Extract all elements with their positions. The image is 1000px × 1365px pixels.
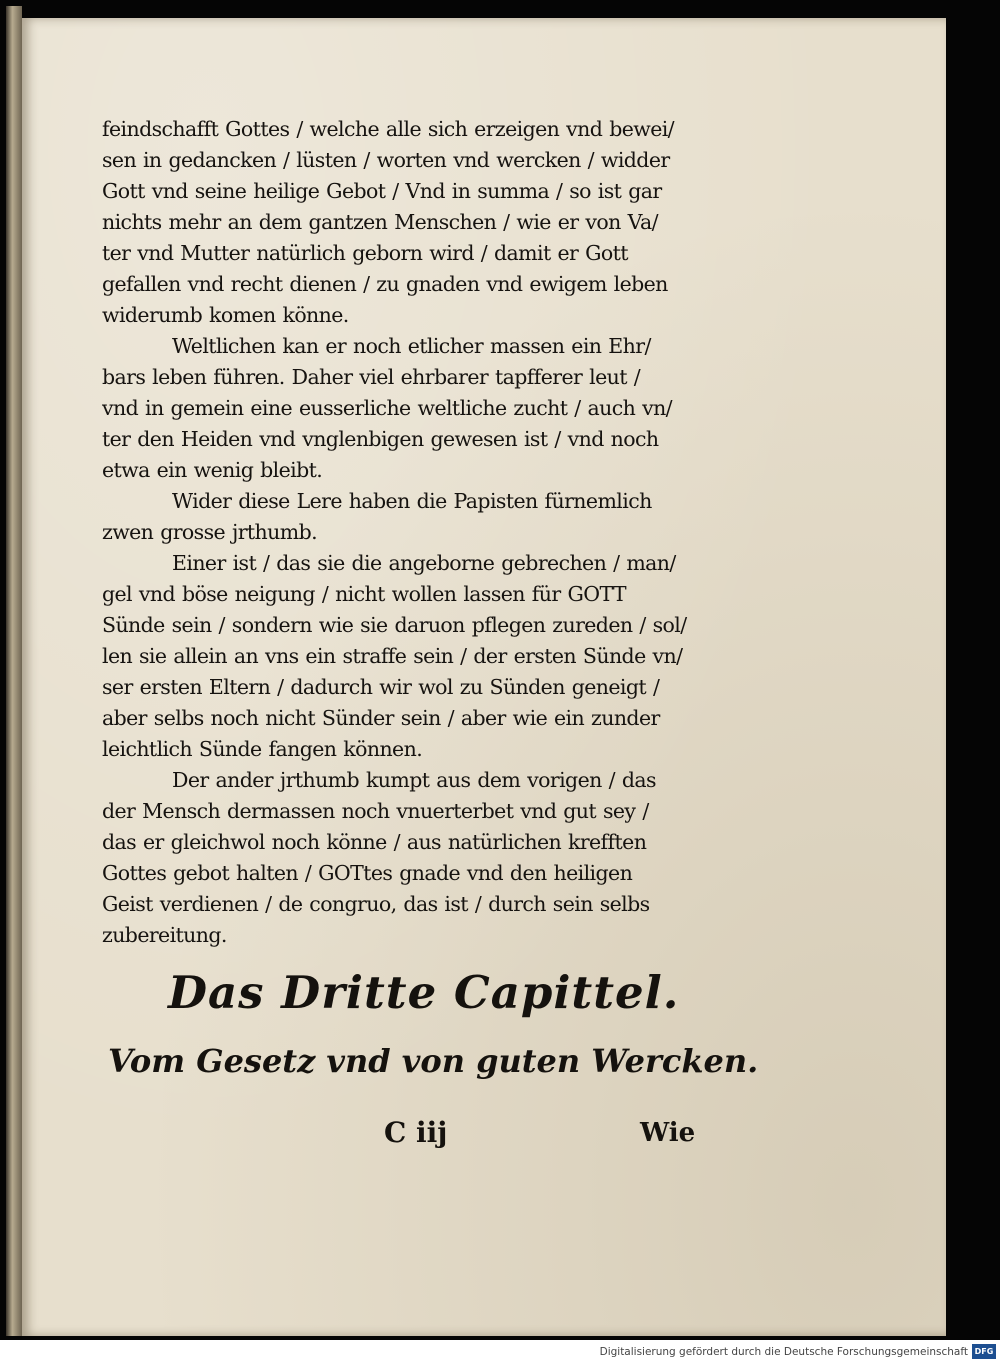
text-line: vnd in gemein eine eusserliche weltliche zucht / auch vn/	[102, 396, 672, 420]
text-line: feindschafft Gottes / welche alle sich erzeigen vnd bewei/	[102, 117, 674, 141]
text-line: Gottes gebot halten / GOTtes gnade vnd den heiligen	[102, 861, 633, 885]
text-line: gel vnd böse neigung / nicht wollen lassen für GOTT	[102, 582, 627, 606]
chapter-subtitle: Vom Gesetz vnd von guten Wercken.	[108, 1042, 759, 1080]
text-line: ter den Heiden vnd vnglenbigen gewesen ist / vnd noch	[102, 427, 659, 451]
body-text	[102, 114, 742, 951]
text-line: bars leben führen. Daher viel ehrbarer tapfferer leut /	[102, 365, 641, 389]
footer-credit: Digitalisierung gefördert durch die Deutsche Forschungsgemeinschaft	[599, 1346, 968, 1358]
catchword: Wie	[640, 1118, 696, 1148]
text-line: Sünde sein / sondern wie sie daruon pflegen zureden / sol/	[102, 613, 687, 637]
text-line: zwen grosse jrthumb.	[102, 520, 318, 544]
text-line: zubereitung.	[102, 923, 227, 947]
text-line: len sie allein an vns ein straffe sein / der ersten Sünde vn/	[102, 644, 683, 668]
text-line: das er gleichwol noch könne / aus natürlichen krefften	[102, 830, 647, 854]
footer-bar	[0, 1340, 1000, 1365]
text-line: Der ander jrthumb kumpt aus dem vorigen / das	[172, 768, 656, 792]
text-line: ser ersten Eltern / dadurch wir wol zu Sünden geneigt /	[102, 675, 660, 699]
chapter-title: Das Dritte Capittel.	[168, 966, 680, 1019]
dfg-logo-icon: DFG	[972, 1344, 996, 1359]
book-spine-edge	[6, 6, 22, 1336]
text-line: Gott vnd seine heilige Gebot / Vnd in summa / so ist gar	[102, 179, 662, 203]
text-line: Wider diese Lere haben die Papisten fürnemlich	[172, 489, 652, 513]
text-line: ter vnd Mutter natürlich geborn wird / damit er Gott	[102, 241, 628, 265]
text-line: aber selbs noch nicht Sünder sein / aber wie ein zunder	[102, 706, 660, 730]
text-line: etwa ein wenig bleibt.	[102, 458, 323, 482]
text-line: leichtlich Sünde fangen können.	[102, 737, 423, 761]
text-line: der Mensch dermassen noch vnuerterbet vnd gut sey /	[102, 799, 649, 823]
text-line: widerumb komen könne.	[102, 303, 349, 327]
text-line: nichts mehr an dem gantzen Menschen / wie er von Va/	[102, 210, 658, 234]
text-line: sen in gedancken / lüsten / worten vnd wercken / widder	[102, 148, 670, 172]
text-line: Einer ist / das sie die angeborne gebrechen / man/	[172, 551, 676, 575]
book-page	[22, 18, 946, 1336]
signature-mark: C iij	[384, 1116, 448, 1149]
text-line: gefallen vnd recht dienen / zu gnaden vnd ewigem leben	[102, 272, 668, 296]
text-line: Geist verdienen / de congruo, das ist / durch sein selbs	[102, 892, 650, 916]
text-line: Weltlichen kan er noch etlicher massen ein Ehr/	[172, 334, 651, 358]
